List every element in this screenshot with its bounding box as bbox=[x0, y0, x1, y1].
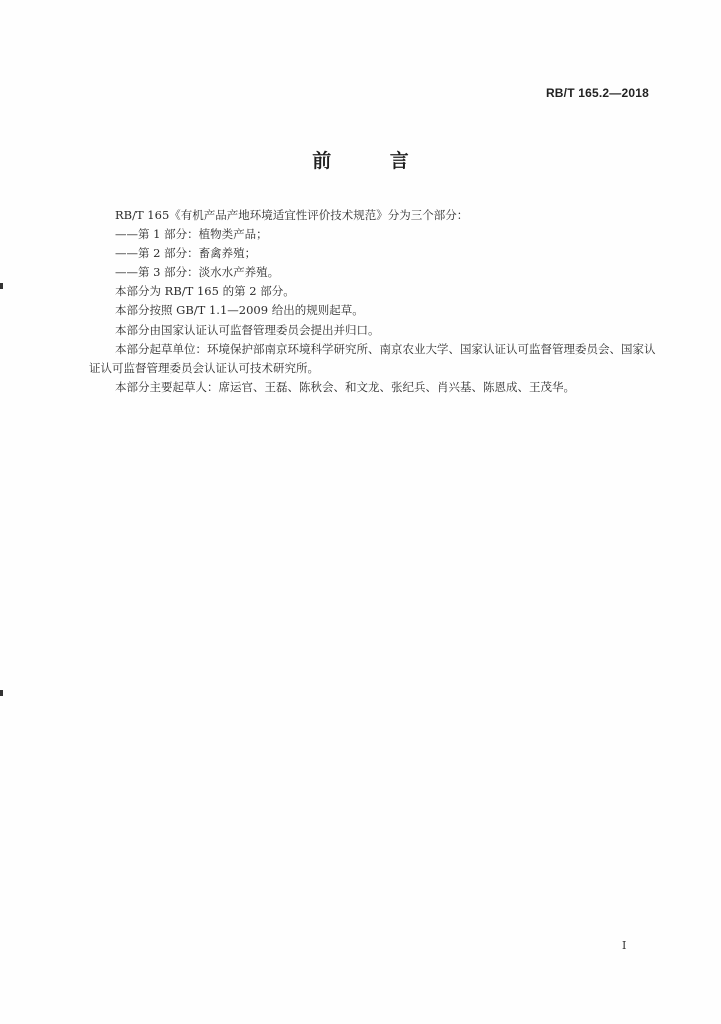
page-title: 前 言 bbox=[312, 150, 435, 172]
standard-code: RB/T 165.2—2018 bbox=[545, 86, 649, 100]
scan-edge-mark bbox=[0, 690, 3, 696]
page-number: I bbox=[622, 939, 627, 952]
scan-edge-mark bbox=[0, 283, 3, 289]
foreword-body bbox=[89, 206, 657, 397]
list-item-part-1: ——第 1 部分：植物类产品； bbox=[115, 227, 268, 242]
statement-rules: 本部分按照 GB/T 1.1—2009 给出的规则起草。 bbox=[115, 303, 364, 318]
statement-part: 本部分为 RB/T 165 的第 2 部分。 bbox=[115, 284, 295, 299]
drafting-units-paragraph: 本部分起草单位：环境保护部南京环境科学研究所、南京农业大学、国家认证认可监督管理委员会、国家认证认可监督管理委员会认证认可技术研究所。 bbox=[89, 341, 656, 375]
drafters-paragraph: 本部分主要起草人：席运官、王磊、陈秋会、和文龙、张纪兵、肖兴基、陈恩成、王茂华。 bbox=[115, 379, 575, 394]
intro-paragraph: RB/T 165《有机产品产地环境适宜性评价技术规范》分为三个部分： bbox=[115, 208, 469, 222]
list-item-part-3: ——第 3 部分：淡水水产养殖。 bbox=[115, 265, 280, 280]
list-item-part-2: ——第 2 部分：畜禽养殖； bbox=[115, 246, 257, 261]
statement-proposer: 本部分由国家认证认可监督管理委员会提出并归口。 bbox=[115, 322, 380, 337]
